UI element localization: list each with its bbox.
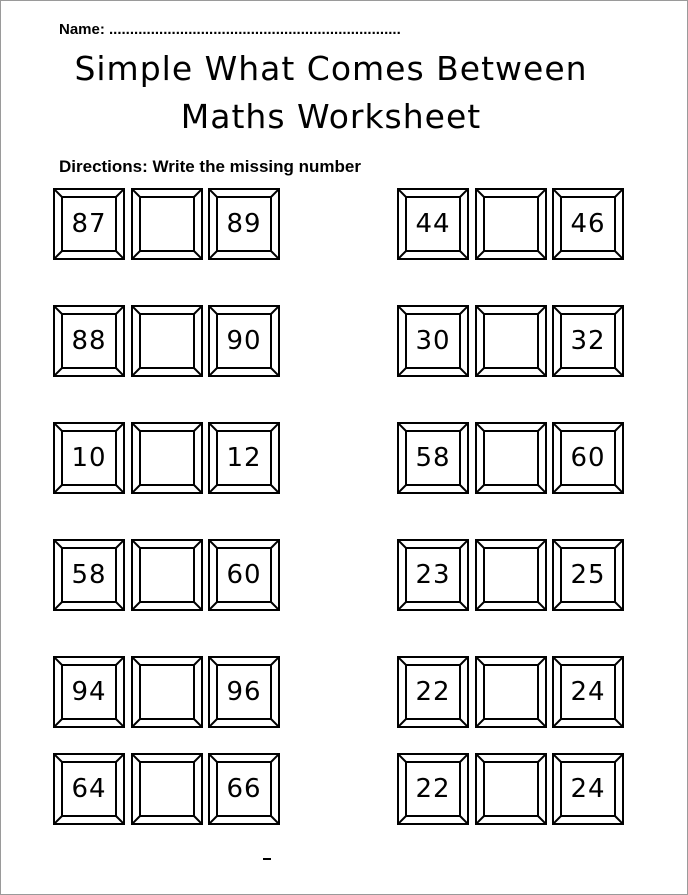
bevel-line	[615, 602, 622, 609]
number-box-last	[552, 188, 624, 260]
problem-row	[397, 753, 627, 827]
bevel-line	[615, 816, 622, 823]
bevel-line	[55, 755, 62, 762]
bevel-line	[271, 755, 278, 762]
bevel-line	[538, 485, 545, 492]
number-box-first	[53, 422, 125, 494]
bevel-line	[554, 816, 561, 823]
bevel-line	[477, 541, 484, 548]
bevel-line	[210, 816, 217, 823]
title-line-2: Maths Worksheet	[180, 97, 482, 136]
first-number: 58	[415, 443, 451, 473]
answer-box[interactable]	[131, 305, 203, 377]
bevel-line	[116, 602, 123, 609]
bevel-line	[460, 485, 467, 492]
bevel-line	[460, 719, 467, 726]
bevel-line	[399, 368, 406, 375]
footer-dash	[263, 858, 271, 860]
bevel-line	[210, 368, 217, 375]
bevel-line	[554, 251, 561, 258]
number-box-first	[53, 656, 125, 728]
problem-row	[397, 539, 627, 613]
bevel-line	[194, 424, 201, 431]
problem-row	[397, 422, 627, 496]
bevel-line	[133, 485, 140, 492]
answer-value[interactable]	[141, 549, 193, 601]
number-box-last	[552, 539, 624, 611]
answer-box[interactable]	[131, 656, 203, 728]
first-number: 64	[71, 774, 107, 804]
bevel-line	[210, 424, 217, 431]
bevel-line	[55, 541, 62, 548]
bevel-line	[399, 658, 406, 665]
bevel-line	[477, 658, 484, 665]
bevel-line	[271, 541, 278, 548]
number-box-first	[397, 422, 469, 494]
bevel-line	[55, 424, 62, 431]
first-number: 30	[415, 326, 451, 356]
number-box-last	[208, 305, 280, 377]
number-box-last	[208, 422, 280, 494]
bevel-line	[194, 658, 201, 665]
first-number: 58	[71, 560, 107, 590]
bevel-line	[271, 424, 278, 431]
first-number: 87	[71, 209, 107, 239]
answer-value[interactable]	[485, 198, 537, 250]
bevel-line	[271, 485, 278, 492]
bevel-line	[133, 190, 140, 197]
bevel-line	[538, 190, 545, 197]
bevel-line	[55, 251, 62, 258]
bevel-line	[554, 541, 561, 548]
bevel-line	[210, 485, 217, 492]
problem-row	[397, 188, 627, 262]
bevel-line	[116, 251, 123, 258]
bevel-line	[210, 719, 217, 726]
last-number: 60	[570, 443, 606, 473]
bevel-line	[615, 541, 622, 548]
bevel-line	[55, 719, 62, 726]
bevel-line	[554, 368, 561, 375]
bevel-line	[460, 307, 467, 314]
number-box-first	[53, 305, 125, 377]
bevel-line	[194, 368, 201, 375]
bevel-line	[460, 602, 467, 609]
answer-box[interactable]	[475, 656, 547, 728]
first-number: 10	[71, 443, 107, 473]
number-box-first	[397, 188, 469, 260]
problem-row	[53, 753, 283, 827]
answer-value[interactable]	[485, 763, 537, 815]
number-box-first	[397, 656, 469, 728]
bevel-line	[133, 251, 140, 258]
problem-row	[53, 656, 283, 730]
answer-value[interactable]	[485, 666, 537, 718]
problem-row	[53, 539, 283, 613]
bevel-line	[210, 658, 217, 665]
answer-box[interactable]	[131, 188, 203, 260]
bevel-line	[55, 658, 62, 665]
bevel-line	[271, 816, 278, 823]
number-box-last	[208, 539, 280, 611]
bevel-line	[615, 368, 622, 375]
number-box-last	[208, 753, 280, 825]
bevel-line	[116, 541, 123, 548]
last-number: 32	[570, 326, 606, 356]
bevel-line	[271, 368, 278, 375]
bevel-line	[554, 755, 561, 762]
answer-value[interactable]	[141, 666, 193, 718]
bevel-line	[210, 602, 217, 609]
last-number: 12	[226, 443, 262, 473]
bevel-line	[194, 251, 201, 258]
bevel-line	[116, 368, 123, 375]
last-number: 90	[226, 326, 262, 356]
answer-box[interactable]	[475, 305, 547, 377]
bevel-line	[399, 190, 406, 197]
bevel-line	[538, 541, 545, 548]
bevel-line	[210, 251, 217, 258]
bevel-line	[477, 755, 484, 762]
bevel-line	[554, 424, 561, 431]
directions-text: Directions: Write the missing number	[59, 157, 361, 176]
problem-row	[397, 656, 627, 730]
bevel-line	[615, 755, 622, 762]
bevel-line	[615, 658, 622, 665]
bevel-line	[477, 307, 484, 314]
bevel-line	[271, 251, 278, 258]
bevel-line	[554, 602, 561, 609]
bevel-line	[194, 602, 201, 609]
number-box-first	[397, 753, 469, 825]
bevel-line	[538, 602, 545, 609]
bevel-line	[399, 541, 406, 548]
bevel-line	[554, 658, 561, 665]
answer-box[interactable]	[475, 753, 547, 825]
number-box-last	[208, 656, 280, 728]
number-box-first	[53, 539, 125, 611]
bevel-line	[55, 602, 62, 609]
bevel-line	[460, 816, 467, 823]
bevel-line	[399, 816, 406, 823]
bevel-line	[116, 424, 123, 431]
bevel-line	[399, 307, 406, 314]
answer-box[interactable]	[475, 188, 547, 260]
bevel-line	[538, 424, 545, 431]
last-number: 24	[570, 774, 606, 804]
bevel-line	[399, 755, 406, 762]
bevel-line	[477, 190, 484, 197]
problem-row	[397, 305, 627, 379]
first-number: 88	[71, 326, 107, 356]
last-number: 24	[570, 677, 606, 707]
bevel-line	[554, 719, 561, 726]
bevel-line	[116, 307, 123, 314]
bevel-line	[460, 755, 467, 762]
bevel-line	[538, 307, 545, 314]
number-box-last	[552, 422, 624, 494]
bevel-line	[116, 755, 123, 762]
number-box-first	[53, 188, 125, 260]
answer-value[interactable]	[141, 432, 193, 484]
bevel-line	[477, 602, 484, 609]
last-number: 96	[226, 677, 262, 707]
last-number: 89	[226, 209, 262, 239]
bevel-line	[194, 485, 201, 492]
number-box-last	[552, 753, 624, 825]
bevel-line	[194, 541, 201, 548]
bevel-line	[194, 755, 201, 762]
bevel-line	[460, 541, 467, 548]
bevel-line	[133, 755, 140, 762]
number-box-first	[53, 753, 125, 825]
bevel-line	[133, 541, 140, 548]
answer-value[interactable]	[485, 315, 537, 367]
bevel-line	[116, 485, 123, 492]
last-number: 66	[226, 774, 262, 804]
bevel-line	[615, 251, 622, 258]
bevel-line	[399, 424, 406, 431]
bevel-line	[194, 816, 201, 823]
answer-box[interactable]	[475, 539, 547, 611]
bevel-line	[116, 658, 123, 665]
answer-value[interactable]	[485, 432, 537, 484]
bevel-line	[615, 307, 622, 314]
answer-box[interactable]	[131, 539, 203, 611]
bevel-line	[133, 658, 140, 665]
answer-value[interactable]	[141, 763, 193, 815]
bevel-line	[477, 368, 484, 375]
bevel-line	[55, 485, 62, 492]
bevel-line	[477, 816, 484, 823]
bevel-line	[133, 368, 140, 375]
bevel-line	[55, 307, 62, 314]
bevel-line	[538, 658, 545, 665]
first-number: 94	[71, 677, 107, 707]
bevel-line	[615, 424, 622, 431]
problem-row	[53, 305, 283, 379]
bevel-line	[116, 190, 123, 197]
bevel-line	[194, 307, 201, 314]
bevel-line	[399, 251, 406, 258]
bevel-line	[477, 719, 484, 726]
bevel-line	[116, 816, 123, 823]
bevel-line	[477, 251, 484, 258]
last-number: 25	[570, 560, 606, 590]
answer-box[interactable]	[131, 422, 203, 494]
bevel-line	[460, 190, 467, 197]
bevel-line	[194, 719, 201, 726]
first-number: 22	[415, 774, 451, 804]
number-box-first	[397, 305, 469, 377]
bevel-line	[116, 719, 123, 726]
bevel-line	[133, 424, 140, 431]
bevel-line	[554, 307, 561, 314]
answer-box[interactable]	[131, 753, 203, 825]
bevel-line	[460, 424, 467, 431]
bevel-line	[554, 485, 561, 492]
first-number: 22	[415, 677, 451, 707]
bevel-line	[460, 368, 467, 375]
bevel-line	[55, 190, 62, 197]
answer-value[interactable]	[141, 315, 193, 367]
bevel-line	[210, 755, 217, 762]
bevel-line	[538, 719, 545, 726]
bevel-line	[271, 602, 278, 609]
number-box-last	[552, 656, 624, 728]
problem-row	[53, 422, 283, 496]
last-number: 60	[226, 560, 262, 590]
answer-box[interactable]	[475, 422, 547, 494]
bevel-line	[55, 816, 62, 823]
bevel-line	[477, 485, 484, 492]
bevel-line	[615, 485, 622, 492]
bevel-line	[210, 307, 217, 314]
bevel-line	[538, 368, 545, 375]
bevel-line	[615, 719, 622, 726]
bevel-line	[194, 190, 201, 197]
bevel-line	[460, 658, 467, 665]
number-box-last	[552, 305, 624, 377]
bevel-line	[133, 307, 140, 314]
name-label[interactable]: Name: ......................................................................	[59, 21, 401, 38]
bevel-line	[271, 307, 278, 314]
bevel-line	[615, 190, 622, 197]
bevel-line	[133, 816, 140, 823]
bevel-line	[538, 251, 545, 258]
bevel-line	[271, 658, 278, 665]
bevel-line	[538, 755, 545, 762]
bevel-line	[399, 602, 406, 609]
bevel-line	[55, 368, 62, 375]
last-number: 46	[570, 209, 606, 239]
bevel-line	[399, 485, 406, 492]
bevel-line	[399, 719, 406, 726]
bevel-line	[133, 602, 140, 609]
problem-row	[53, 188, 283, 262]
bevel-line	[271, 719, 278, 726]
bevel-line	[460, 251, 467, 258]
bevel-line	[538, 816, 545, 823]
bevel-line	[133, 719, 140, 726]
bevel-line	[210, 190, 217, 197]
bevel-line	[210, 541, 217, 548]
number-box-first	[397, 539, 469, 611]
title-line-1: Simple What Comes Between	[74, 49, 588, 88]
first-number: 44	[415, 209, 451, 239]
first-number: 23	[415, 560, 451, 590]
answer-value[interactable]	[485, 549, 537, 601]
answer-value[interactable]	[141, 198, 193, 250]
number-box-last	[208, 188, 280, 260]
bevel-line	[554, 190, 561, 197]
bevel-line	[477, 424, 484, 431]
bevel-line	[271, 190, 278, 197]
